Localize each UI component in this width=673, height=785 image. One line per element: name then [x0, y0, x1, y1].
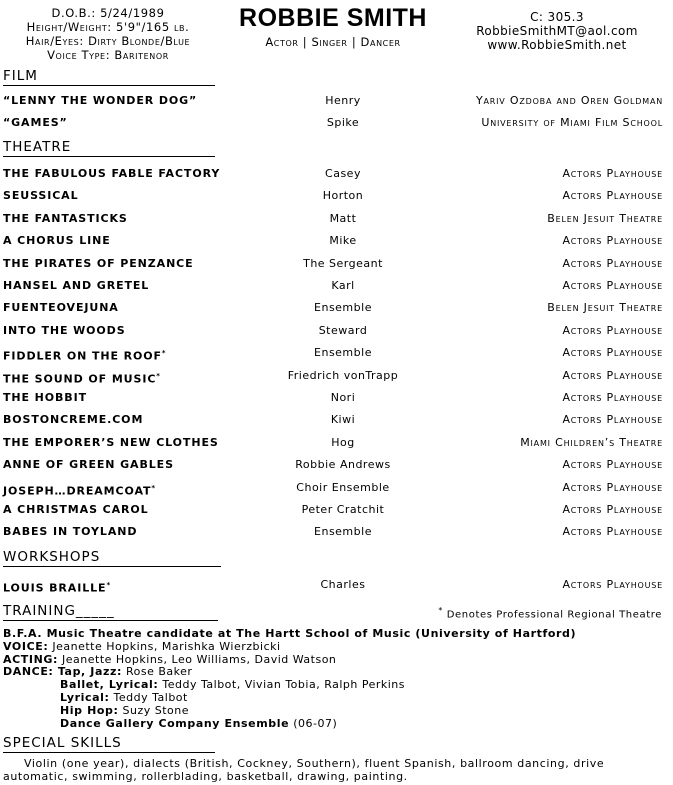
credit-title — [3, 278, 149, 294]
credit-title-text: FIDDLER ON THE ROOF — [3, 349, 162, 363]
credit-title-text: SEUSSICAL — [3, 189, 79, 203]
credit-role: Ensemble — [314, 525, 372, 539]
credit-role: Casey — [325, 167, 361, 180]
credit-role: Matt — [329, 211, 357, 225]
credit-title — [3, 457, 174, 473]
credit-company: Actors Playhouse — [562, 458, 663, 472]
credit-title-text: BABES IN TOYLAND — [3, 525, 138, 539]
credit-title — [3, 188, 79, 204]
credit-title-text: THE FABULOUS FABLE FACTORY — [3, 167, 221, 180]
phone: C: 305.3 — [530, 10, 584, 24]
credit-role: Choir Ensemble — [296, 480, 390, 494]
credit-title — [3, 323, 126, 339]
credit-role: The Sergeant — [303, 256, 383, 270]
credit-company: Actors Playhouse — [562, 189, 663, 203]
credit-company: Actors Playhouse — [562, 391, 663, 404]
credit-title-text: “LENNY THE WONDER DOG” — [3, 94, 198, 107]
credit-title — [3, 115, 68, 131]
hiphop-teachers: Suzy Stone — [118, 703, 190, 717]
credit-row — [3, 93, 663, 109]
credit-company: Actors Playhouse — [562, 279, 663, 292]
credit-title — [3, 577, 111, 597]
credit-role: Mike — [329, 234, 357, 248]
credit-title-text: ANNE OF GREEN GABLES — [3, 458, 174, 472]
credit-row — [3, 211, 663, 227]
credit-company: Yariv Ozdoba and Oren Goldman — [476, 94, 663, 107]
section-workshops: WORKSHOPS — [3, 549, 221, 567]
credit-role: Friedrich vonTrapp — [287, 368, 399, 382]
credit-row — [3, 323, 663, 339]
credit-title-text: A CHRISTMAS CAROL — [3, 503, 149, 516]
credit-row — [3, 390, 663, 406]
credit-title-text: A CHORUS LINE — [3, 234, 111, 248]
credit-row — [3, 368, 663, 384]
email[interactable]: RobbieSmithMT@aol.com — [476, 24, 638, 38]
credit-row — [3, 457, 663, 473]
hiphop-label: Hip Hop: — [60, 703, 119, 717]
hair-eyes: Hair/Eyes: Dirty Blonde/Blue — [25, 34, 191, 48]
regional-mark: * — [151, 483, 156, 492]
credit-company: Actors Playhouse — [562, 256, 663, 270]
credit-company: University of Miami Film School — [481, 116, 663, 130]
credit-title-text: BOSTONCREME.COM — [3, 413, 144, 427]
credit-role: Nori — [330, 391, 356, 404]
skills-text: Violin (one year), dialects (British, Cockney, Southern), fluent Spanish, ballroom dancing, drive automatic, swimming, rollerblading, basketball, drawing, painting. — [3, 757, 605, 783]
regional-mark: * — [156, 371, 161, 380]
credit-role: Hog — [331, 435, 355, 449]
credit-company: Actors Playhouse — [562, 346, 663, 360]
credit-company: Actors Playhouse — [562, 503, 663, 516]
credit-role: Henry — [325, 94, 361, 107]
contact-info — [452, 10, 662, 52]
credit-company: Actors Playhouse — [562, 413, 663, 427]
credit-company: Belen Jesuit Theatre — [547, 211, 663, 225]
training-block — [3, 628, 576, 730]
acting-teachers: Jeanette Hopkins, Leo Williams, David Watson — [58, 652, 337, 666]
credit-row — [3, 188, 663, 204]
credit-title-text: THE HOBBIT — [3, 391, 87, 404]
lyrical-label: Lyrical: — [60, 690, 110, 704]
credit-row — [3, 577, 663, 593]
credit-title-text: THE EMPORER’S NEW CLOTHES — [3, 435, 219, 449]
credit-row — [3, 233, 663, 249]
dance-teachers: Rose Baker — [121, 665, 193, 679]
credit-row — [3, 412, 663, 428]
credit-title — [3, 412, 143, 428]
regional-mark: * — [106, 581, 112, 589]
dance-label: DANCE: Tap, Jazz: — [3, 665, 122, 679]
credit-row — [3, 435, 663, 451]
credit-title — [3, 524, 137, 540]
credit-company: Actors Playhouse — [562, 368, 663, 382]
credit-row — [3, 115, 663, 131]
credit-title — [3, 233, 111, 249]
resume-name: ROBBIE SMITH — [239, 4, 427, 32]
credit-title — [3, 166, 220, 182]
footnote-text: Denotes Professional Regional Theatre — [442, 609, 662, 621]
credit-row — [3, 480, 663, 496]
credit-role: Peter Cratchit — [301, 503, 385, 516]
credit-company: Actors Playhouse — [562, 480, 663, 494]
section-theatre: THEATRE — [3, 139, 215, 157]
credit-role: Ensemble — [314, 346, 372, 360]
credit-row — [3, 524, 663, 540]
credit-role: Spike — [326, 116, 360, 130]
credit-role: Steward — [318, 323, 368, 337]
credit-title — [3, 480, 156, 500]
credit-role: Horton — [322, 189, 364, 203]
credit-title-text: HANSEL AND GRETEL — [3, 279, 150, 292]
credit-company: Actors Playhouse — [562, 167, 663, 180]
degree: B.F.A. Music Theatre candidate at The Hartt School of Music (University of Hartford) — [3, 627, 577, 640]
credit-title — [3, 502, 149, 518]
credit-title — [3, 345, 166, 365]
credit-role: Charles — [320, 578, 366, 591]
voice-label: VOICE: — [3, 639, 49, 653]
credit-title-text: “GAMES” — [3, 116, 68, 130]
footnote-mark: * — [438, 606, 443, 615]
section-special-skills: SPECIAL SKILLS — [3, 735, 215, 753]
credit-company: Actors Playhouse — [562, 578, 663, 591]
credit-role: Robbie Andrews — [295, 458, 391, 472]
voice-type: Voice Type: Baritenor — [47, 48, 169, 62]
credit-company: Belen Jesuit Theatre — [547, 301, 663, 315]
personal-info — [8, 6, 208, 62]
credit-title — [3, 435, 219, 451]
credit-title-text: THE PIRATES OF PENZANCE — [3, 256, 194, 270]
credit-company: Actors Playhouse — [562, 323, 663, 337]
credit-role: Ensemble — [314, 301, 372, 315]
credit-title — [3, 256, 194, 272]
acting-label: ACTING: — [3, 652, 59, 666]
ballet-label: Ballet, Lyrical: — [60, 678, 159, 692]
credit-title-text: INTO THE WOODS — [3, 323, 126, 337]
credit-title — [3, 93, 197, 109]
credit-company: Miami Children’s Theatre — [520, 435, 663, 449]
credit-title — [3, 390, 87, 406]
credit-row — [3, 256, 663, 272]
credit-title-text: JOSEPH…DREAMCOAT — [3, 484, 152, 498]
credit-role: Kiwi — [330, 413, 356, 427]
credit-row — [3, 166, 663, 182]
voice-teachers: Jeanette Hopkins, Marishka Wierzbicki — [48, 639, 281, 653]
credit-title-text: FUENTEOVEJUNA — [3, 301, 119, 315]
credit-title — [3, 300, 119, 316]
credit-title-text: THE FANTASTICKS — [3, 211, 128, 225]
gallery-years: (06-07) — [289, 716, 338, 730]
lyrical-teachers: Teddy Talbot — [109, 690, 188, 704]
dob: D.O.B.: 5/24/1989 — [51, 6, 165, 20]
section-film: FILM — [3, 68, 215, 86]
credit-title — [3, 368, 161, 388]
height-weight: Height/Weight: 5'9"/165 lb. — [26, 20, 190, 34]
gallery-label: Dance Gallery Company Ensemble — [60, 716, 290, 730]
footnote — [438, 606, 662, 620]
tagline: Actor | Singer | Dancer — [265, 35, 401, 49]
credit-title-text: THE SOUND OF MUSIC — [3, 372, 157, 386]
credit-row — [3, 502, 663, 518]
credit-row — [3, 278, 663, 294]
credit-title-text: LOUIS BRAILLE — [3, 581, 107, 595]
credit-title — [3, 211, 128, 227]
credit-row — [3, 300, 663, 316]
credit-company: Actors Playhouse — [562, 525, 663, 539]
credit-role: Karl — [331, 279, 355, 292]
ballet-teachers: Teddy Talbot, Vivian Tobia, Ralph Perkins — [158, 678, 405, 692]
section-training: TRAINING_____ — [3, 603, 218, 621]
credit-row — [3, 345, 663, 361]
regional-mark: * — [161, 349, 167, 358]
credit-company: Actors Playhouse — [562, 234, 663, 248]
website[interactable]: www.RobbieSmith.net — [487, 38, 627, 52]
